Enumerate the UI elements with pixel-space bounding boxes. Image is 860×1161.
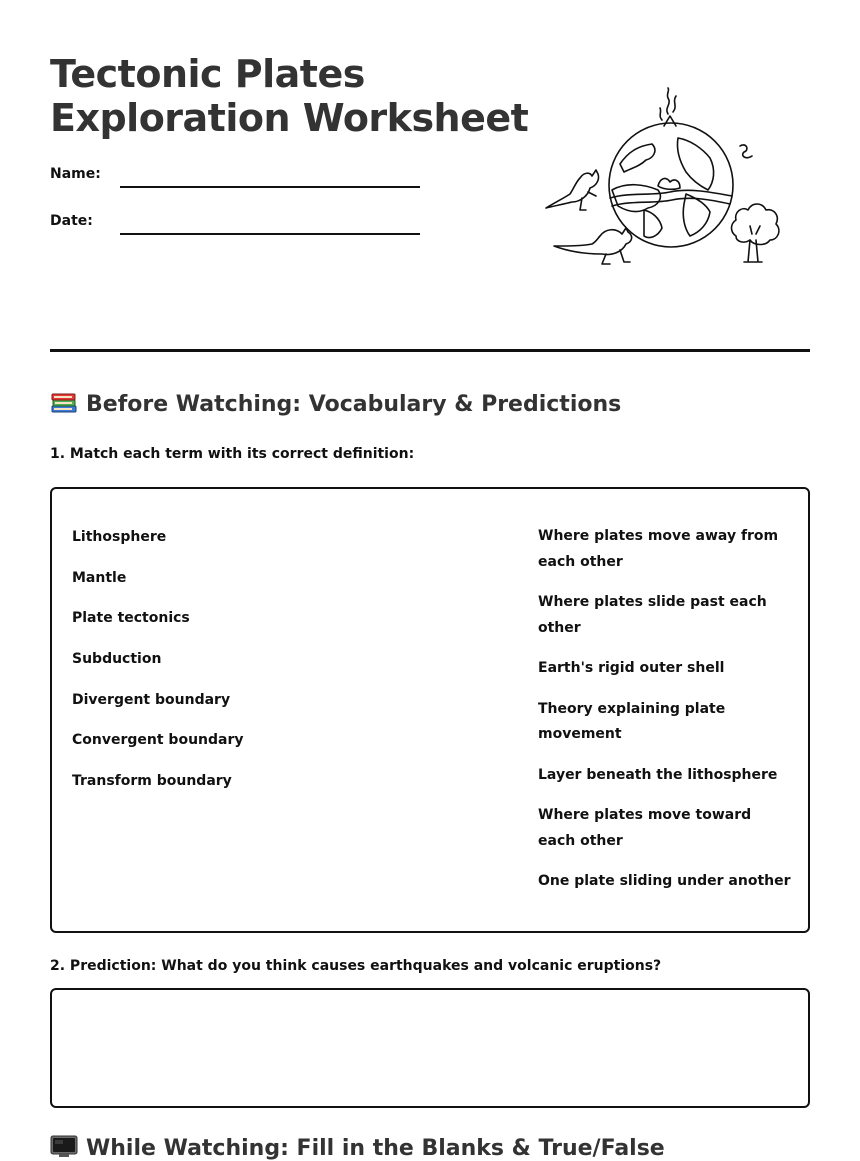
- before-watching-heading-text: Before Watching: Vocabulary & Predictions: [86, 392, 622, 417]
- before-watching-heading: [50, 390, 621, 417]
- title-line-2: Exploration Worksheet: [50, 96, 529, 140]
- matching-box: [50, 487, 810, 933]
- television-icon: [50, 1134, 78, 1158]
- page-title: [50, 52, 528, 140]
- term-item: Mantle: [72, 569, 127, 586]
- section-divider: [50, 349, 810, 352]
- kangaroo-icon: [546, 170, 599, 210]
- definition-item: Where plates slide past each other: [538, 594, 767, 636]
- term-item: Convergent boundary: [72, 732, 244, 749]
- globe-icon: [609, 123, 733, 247]
- name-blank-line[interactable]: [120, 186, 420, 188]
- definition-item: Layer beneath the lithosphere: [538, 766, 778, 783]
- while-watching-heading-text: While Watching: Fill in the Blanks & True/False: [86, 1136, 665, 1161]
- date-blank-line[interactable]: [120, 233, 420, 235]
- date-label: Date:: [50, 213, 93, 229]
- definitions-list: [538, 527, 792, 913]
- while-watching-heading: [50, 1134, 665, 1161]
- definition-item: Where plates move toward each other: [538, 807, 752, 849]
- question-2: 2. Prediction: What do you think causes earthquakes and volcanic eruptions?: [50, 958, 662, 974]
- definition-item: One plate sliding under another: [538, 873, 791, 890]
- terms-list: [72, 527, 244, 812]
- term-item: Divergent boundary: [72, 691, 231, 708]
- earth-illustration: [540, 86, 780, 272]
- question-1: 1. Match each term with its correct definition:: [50, 446, 415, 462]
- prediction-answer-box[interactable]: [50, 988, 810, 1108]
- name-label: Name:: [50, 166, 101, 182]
- term-item: Subduction: [72, 651, 162, 668]
- term-item: Transform boundary: [72, 773, 232, 790]
- wallaby-icon: [554, 228, 632, 264]
- title-line-1: Tectonic Plates: [50, 52, 365, 96]
- term-item: Plate tectonics: [72, 610, 190, 627]
- volcano-icon: [660, 88, 676, 126]
- definition-item: Earth's rigid outer shell: [538, 660, 725, 677]
- squiggle-doodle: [740, 145, 752, 158]
- tree-icon: [732, 204, 779, 262]
- definition-item: Theory explaining plate movement: [538, 700, 726, 743]
- books-icon: [50, 390, 78, 414]
- date-field[interactable]: [50, 213, 430, 239]
- term-item: Lithosphere: [72, 529, 167, 545]
- definition-item: Where plates move away from each other: [538, 528, 779, 570]
- name-field[interactable]: [50, 166, 430, 192]
